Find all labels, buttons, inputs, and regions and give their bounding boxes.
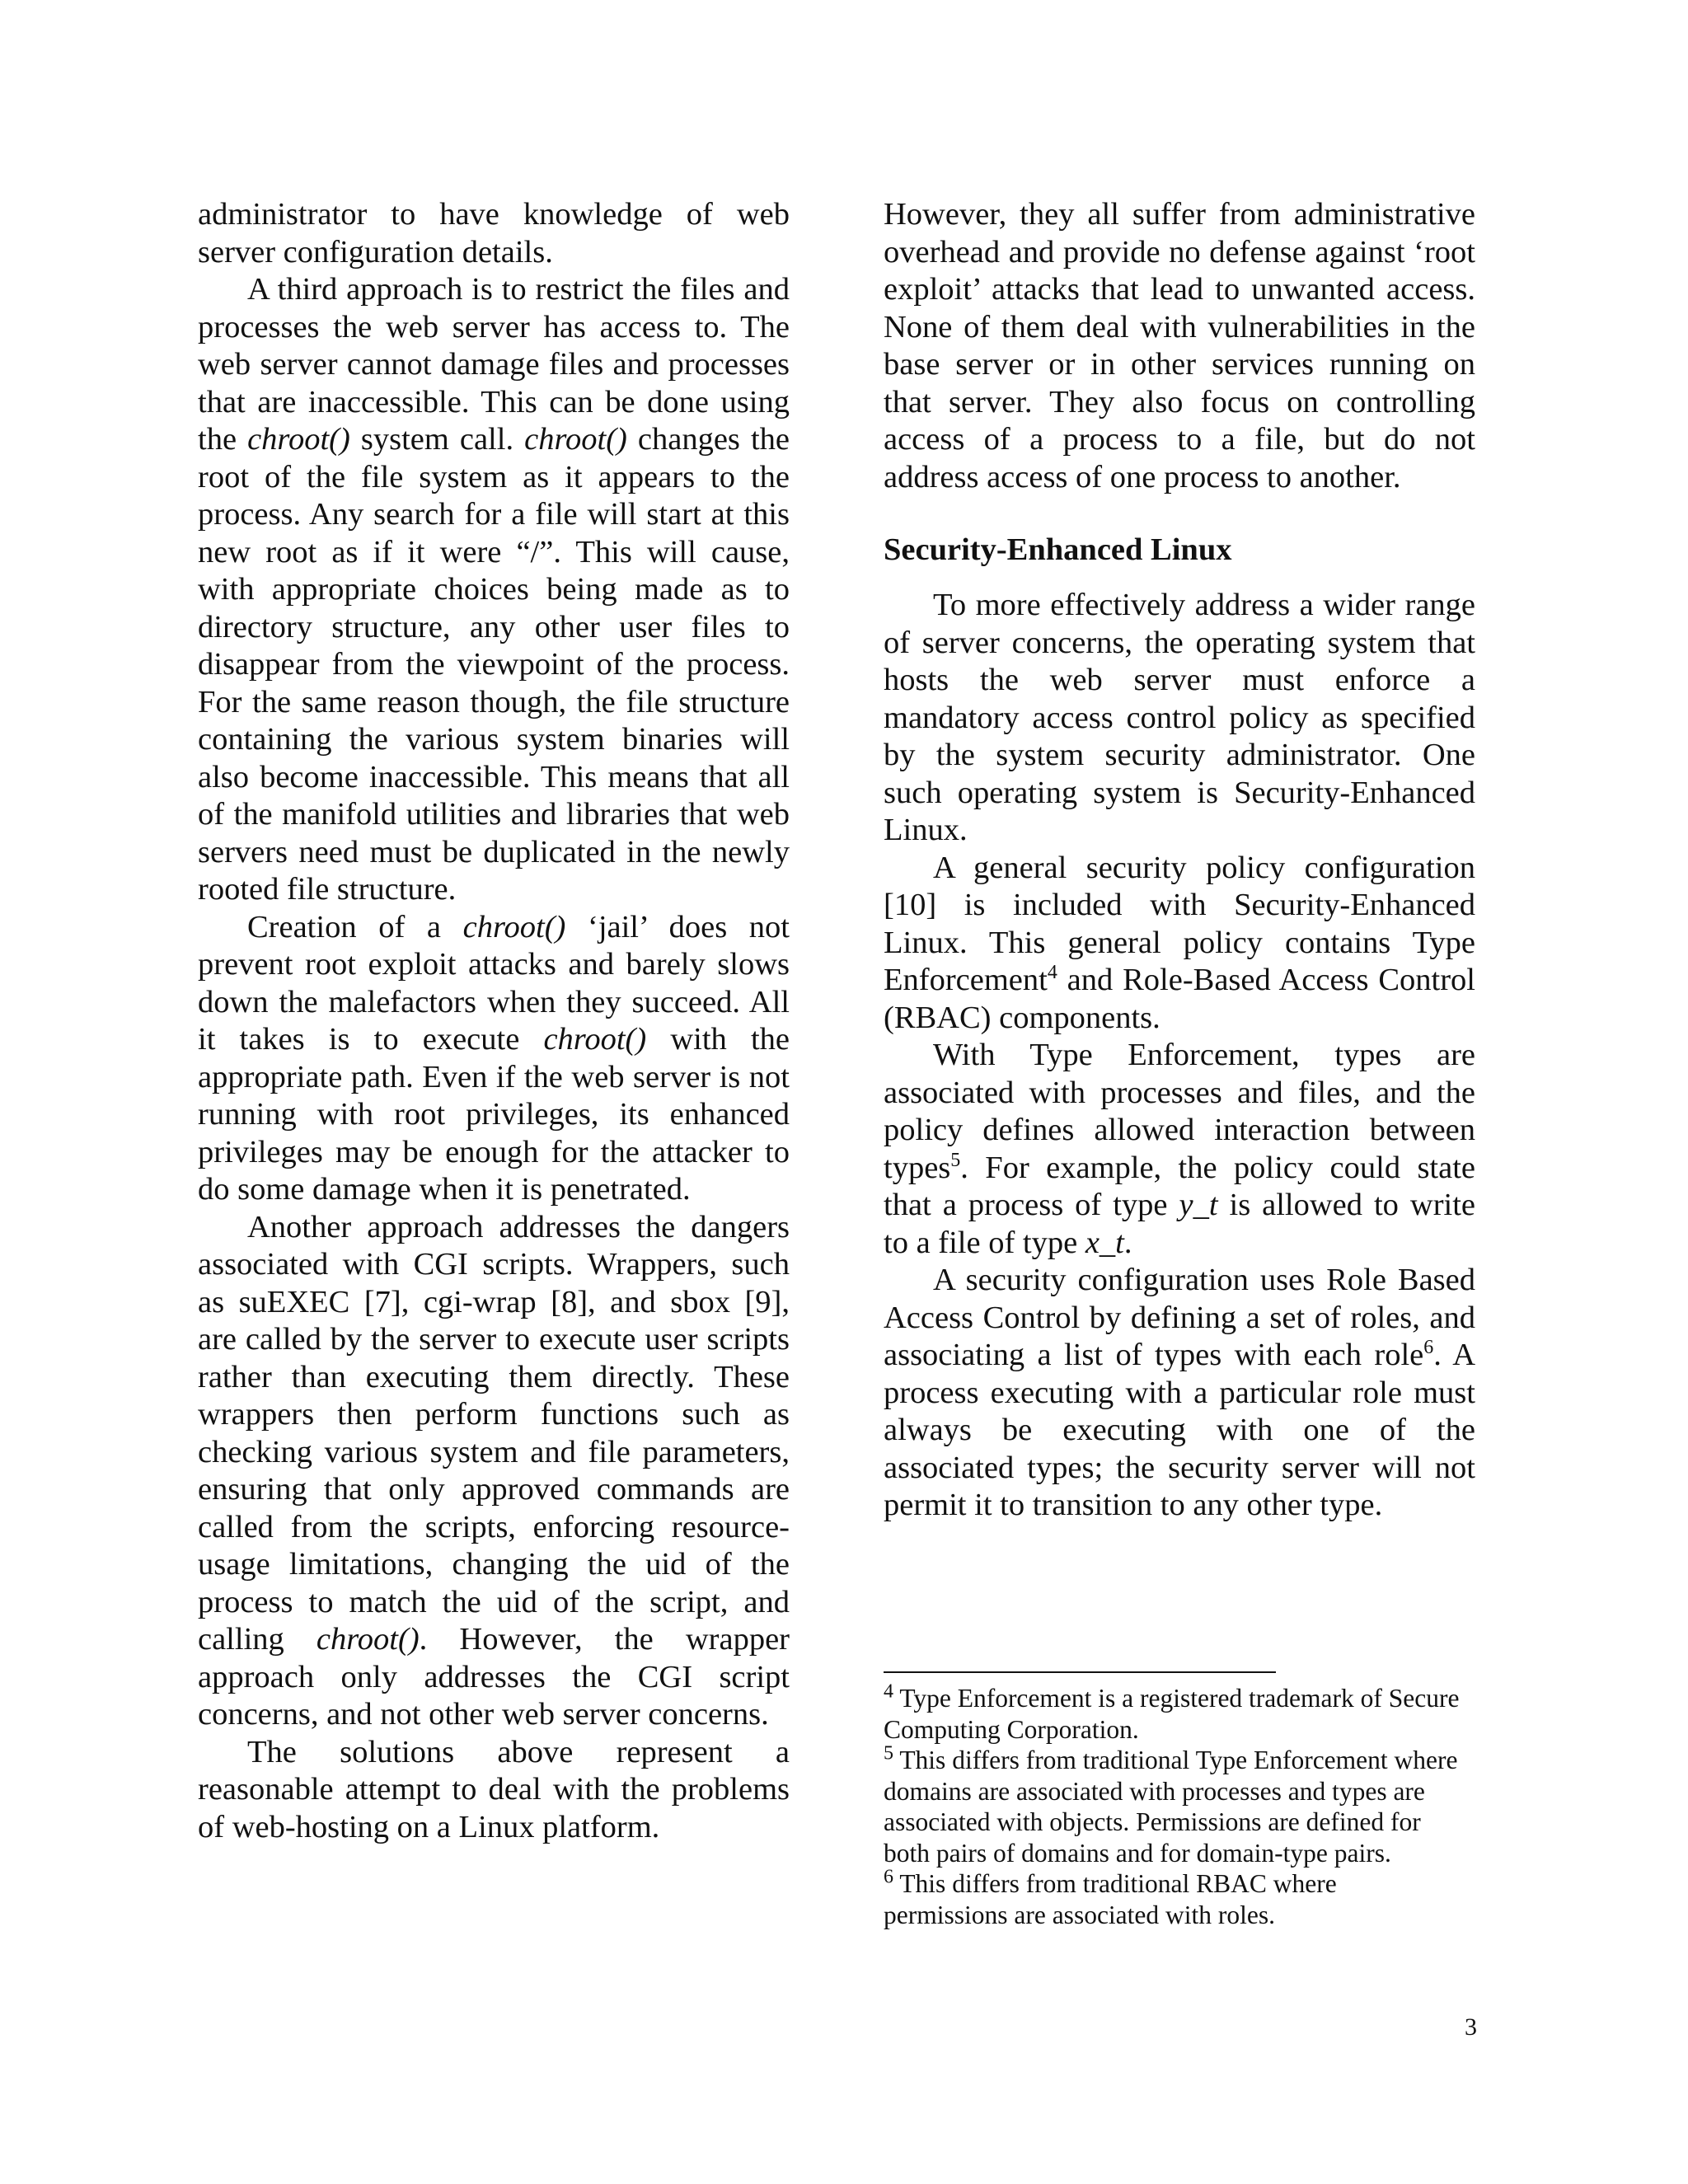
footnote-ref-5[interactable]: 5 bbox=[950, 1149, 961, 1171]
paragraph-cgi-wrappers: Another approach addresses the dangers associated with CGI scripts. Wrappers, such as suEXEC [7], cgi-wrap [8], and sbox [9], are called by the server to execute user scripts rather than executing them directly. These wrappers then perform functions such as checking various system and file parameters, ensuring that only approved commands are called from the scripts, enforcing resource-usage limitations, changing the uid of the process to match the uid of the script, and calling chroot(). However, the wrapper approach only addresses the CGI script concerns, and not other web server concerns. bbox=[198, 1209, 790, 1732]
paragraph-rbac: A security configuration uses Role Based Access Control by defining a set of roles, and associating a list of types with each role$^6$. A process executing with a particular role must always be executing with one of the associated types; the security server will not permit it to transition to any other type. bbox=[884, 1263, 1475, 1522]
footnote-separator bbox=[884, 1671, 1276, 1673]
paragraph-continued-right: However, they all suffer from administrative overhead and provide no defense against ‘root exploit’ attacks that lead to unwanted access. None of them deal with vulnerabilities in the base server or in other services running on that server. They also focus on controlling access of a process to a file, but do not address access of one process to another. bbox=[884, 197, 1475, 494]
footnote-ref-4[interactable]: 4 bbox=[1047, 962, 1057, 984]
section-heading-selinux: Security-Enhanced Linux bbox=[884, 532, 1232, 567]
paragraph-chroot-jail: Creation of a chroot() ‘jail’ does not prevent root exploit attacks and barely slows down the malefactors when they succeed. All it takes is to execute chroot() with the appropriate path. Even if the web server is not running with root privileges, its enhanced privileges may be enough for the attacker to do some damage when it is penetrated. bbox=[198, 909, 790, 1207]
footnotes bbox=[884, 1680, 1461, 1930]
paragraph-mac-policy: To more effectively address a wider range of server concerns, the operating system that hosts the web server must enforce a mandatory access control policy as specified by the system security administrator. One such operating system is Security-Enhanced Linux. bbox=[884, 588, 1475, 847]
paragraph-continued: administrator to have knowledge of web server configuration details. bbox=[198, 197, 790, 269]
paragraph-solutions-summary: The solutions above represent a reasonable attempt to deal with the problems of web-hosting on a Linux platform. bbox=[198, 1734, 790, 1844]
footnote-5: $^5$ This differs from traditional Type Enforcement where domains are associated with processes and types are associated with objects. Permissions are defined for both pairs of domains and for domain-type pairs. bbox=[884, 1742, 1458, 1868]
paragraph-general-policy: A general security policy configuration [10] is included with Security-Enhanced Linux. This general policy contains Type Enforcement$^4$ and Role-Based Access Control (RBAC) components. bbox=[884, 850, 1475, 1035]
footnote-ref-6[interactable]: 6 bbox=[1423, 1337, 1434, 1359]
footnote-4: $^4$ Type Enforcement is a registered trademark of Secure Computing Corporation. bbox=[884, 1680, 1460, 1744]
footnote-6: $^6$ This differs from traditional RBAC where permissions are associated with roles. bbox=[884, 1866, 1337, 1929]
page-number: 3 bbox=[1465, 2013, 1477, 2041]
right-column bbox=[884, 196, 1475, 1525]
paragraph-type-enforcement: With Type Enforcement, types are associated with processes and files, and the policy defines allowed interaction between types$^5$. For example, the policy could state that a process of type y_t is allowed to write to a file of type x_t. bbox=[884, 1038, 1476, 1260]
left-column bbox=[198, 196, 790, 1846]
paragraph-chroot-approach: A third approach is to restrict the files and processes the web server has access to. The web server cannot damage files and processes that are inaccessible. This can be done using the chroot() system call. chroot() changes the root of the file system as it appears to the process. Any search for a file will start at this new root as if it were “/”. This will cause, with appropriate choices being made as to directory structure, any other user files to disappear from the viewpoint of the process. For the same reason though, the file structure containing the various system binaries will also become inaccessible. This means that all of the manifold utilities and libraries that web servers need must be duplicated in the newly rooted file structure. bbox=[198, 272, 790, 907]
